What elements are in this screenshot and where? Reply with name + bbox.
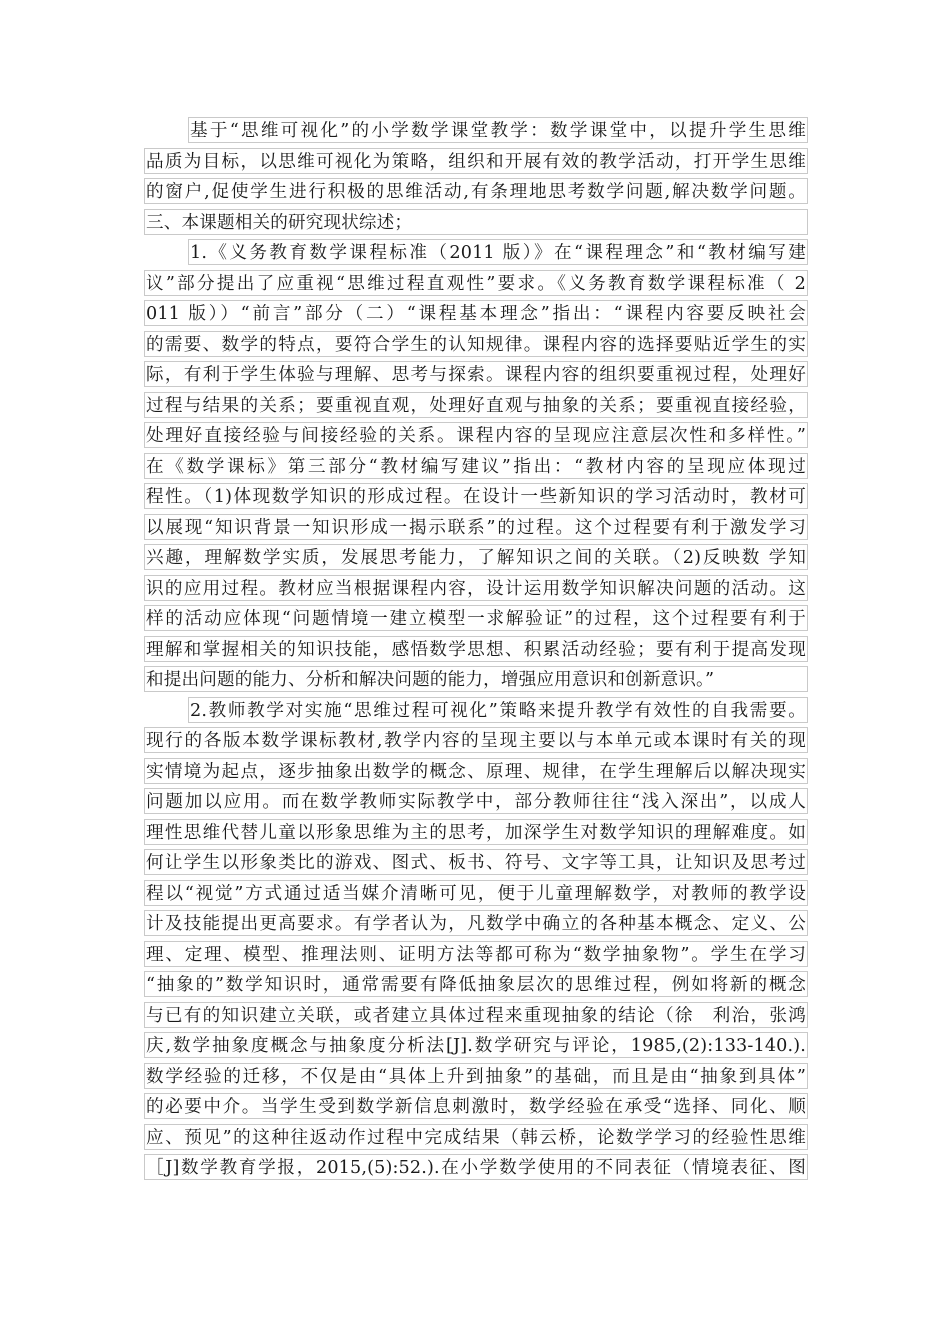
text-line: 与已有的知识建立关联，或者建立具体过程来重现抽象的结论（徐 利治，张鸿 [144, 1002, 808, 1028]
text-line: 实情境为起点，逐步抽象出数学的概念、原理、规律，在学生理解后以解决现实 [144, 758, 808, 784]
text-line: 理、定理、模型、推理法则、证明方法等都可称为“数学抽象物”。学生在学习 [144, 941, 808, 967]
text-line: 现行的各版本数学课标教材,教学内容的呈现主要以与本单元或本课时有关的现 [144, 727, 808, 753]
text-line: 兴趣，理解数学实质，发展思考能力，了解知识之间的关联。（2)反映数 学知 [144, 544, 808, 570]
text-line: 问题加以应用。而在数学教师实际教学中，部分教师往往“浅入深出”，以成人 [144, 788, 808, 814]
document-body [144, 117, 808, 1185]
text-line: 011 版））“前言”部分（二）“课程基本理念”指出：“课程内容要反映社会 [144, 300, 808, 326]
text-line: 1.《义务教育数学课程标准（2011 版）》在“课程理念”和“教材编写建 [188, 239, 808, 265]
text-line: 应、预见”的这种往返动作过程中完成结果（韩云桥，论数学学习的经验性思维 [144, 1124, 808, 1150]
text-line: 基于“思维可视化”的小学数学课堂教学：数学课堂中，以提升学生思维 [188, 117, 808, 143]
text-line: 三、本课题相关的研究现状综述； [144, 209, 808, 235]
text-line: 程以“视觉”方式通过适当媒介清晰可见，便于儿童理解数学，对教师的教学设 [144, 880, 808, 906]
text-line: 品质为目标，以思维可视化为策略，组织和开展有效的教学活动，打开学生思维 [144, 148, 808, 174]
text-line: 识的应用过程。教材应当根据课程内容，设计运用数学知识解决问题的活动。这 [144, 575, 808, 601]
text-line: 理解和掌握相关的知识技能，感悟数学思想、积累活动经验；要有利于提高发现 [144, 636, 808, 662]
text-line: 在《数学课标》第三部分“教材编写建议”指出：“教材内容的呈现应体现过 [144, 453, 808, 479]
text-line: 的必要中介。当学生受到数学新信息刺激时，数学经验在承受“选择、同化、顺 [144, 1093, 808, 1119]
text-line: 程性。（1)体现数学知识的形成过程。在设计一些新知识的学习活动时，教材可 [144, 483, 808, 509]
text-line: ［J]数学教育学报，2015,(5):52.).在小学数学使用的不同表征（情境表征、图 [144, 1154, 808, 1180]
text-line: 际，有利于学生体验与理解、思考与探索。课程内容的组织要重视过程，处理好 [144, 361, 808, 387]
text-line: 议”部分提出了应重视“思维过程直观性”要求。《义务教育数学课程标准（ 2 [144, 270, 808, 296]
text-line: 处理好直接经验与间接经验的关系。课程内容的呈现应注意层次性和多样性。” [144, 422, 808, 448]
text-line: 数学经验的迁移，不仅是由“具体上升到抽象”的基础，而且是由“抽象到具体” [144, 1063, 808, 1089]
text-line: 何让学生以形象类比的游戏、图式、板书、符号、文字等工具，让知识及思考过 [144, 849, 808, 875]
text-line: 理性思维代替儿童以形象思维为主的思考，加深学生对数学知识的理解难度。如 [144, 819, 808, 845]
text-line: 和提出问题的能力、分析和解决问题的能力，增强应用意识和创新意识。” [144, 666, 808, 692]
text-line: 计及技能提出更高要求。有学者认为，凡数学中确立的各种基本概念、定义、公 [144, 910, 808, 936]
text-line: 庆,数学抽象度概念与抽象度分析法[J].数学研究与评论，1985,(2):133-140.). [144, 1032, 808, 1058]
text-line: “抽象的”数学知识时，通常需要有降低抽象层次的思维过程，例如将新的概念 [144, 971, 808, 997]
text-line: 以展现“知识背景一知识形成一揭示联系”的过程。这个过程要有利于激发学习 [144, 514, 808, 540]
text-line: 的需要、数学的特点，要符合学生的认知规律。课程内容的选择要贴近学生的实 [144, 331, 808, 357]
text-line: 样的活动应体现“问题情境一建立模型一求解验证”的过程，这个过程要有利于 [144, 605, 808, 631]
text-line: 过程与结果的关系；要重视直观，处理好直观与抽象的关系；要重视直接经验， [144, 392, 808, 418]
text-line: 2.教师教学对实施“思维过程可视化”策略来提升教学有效性的自我需要。 [188, 697, 808, 723]
text-line: 的窗户,促使学生进行积极的思维活动,有条理地思考数学问题,解决数学问题。 [144, 178, 808, 204]
